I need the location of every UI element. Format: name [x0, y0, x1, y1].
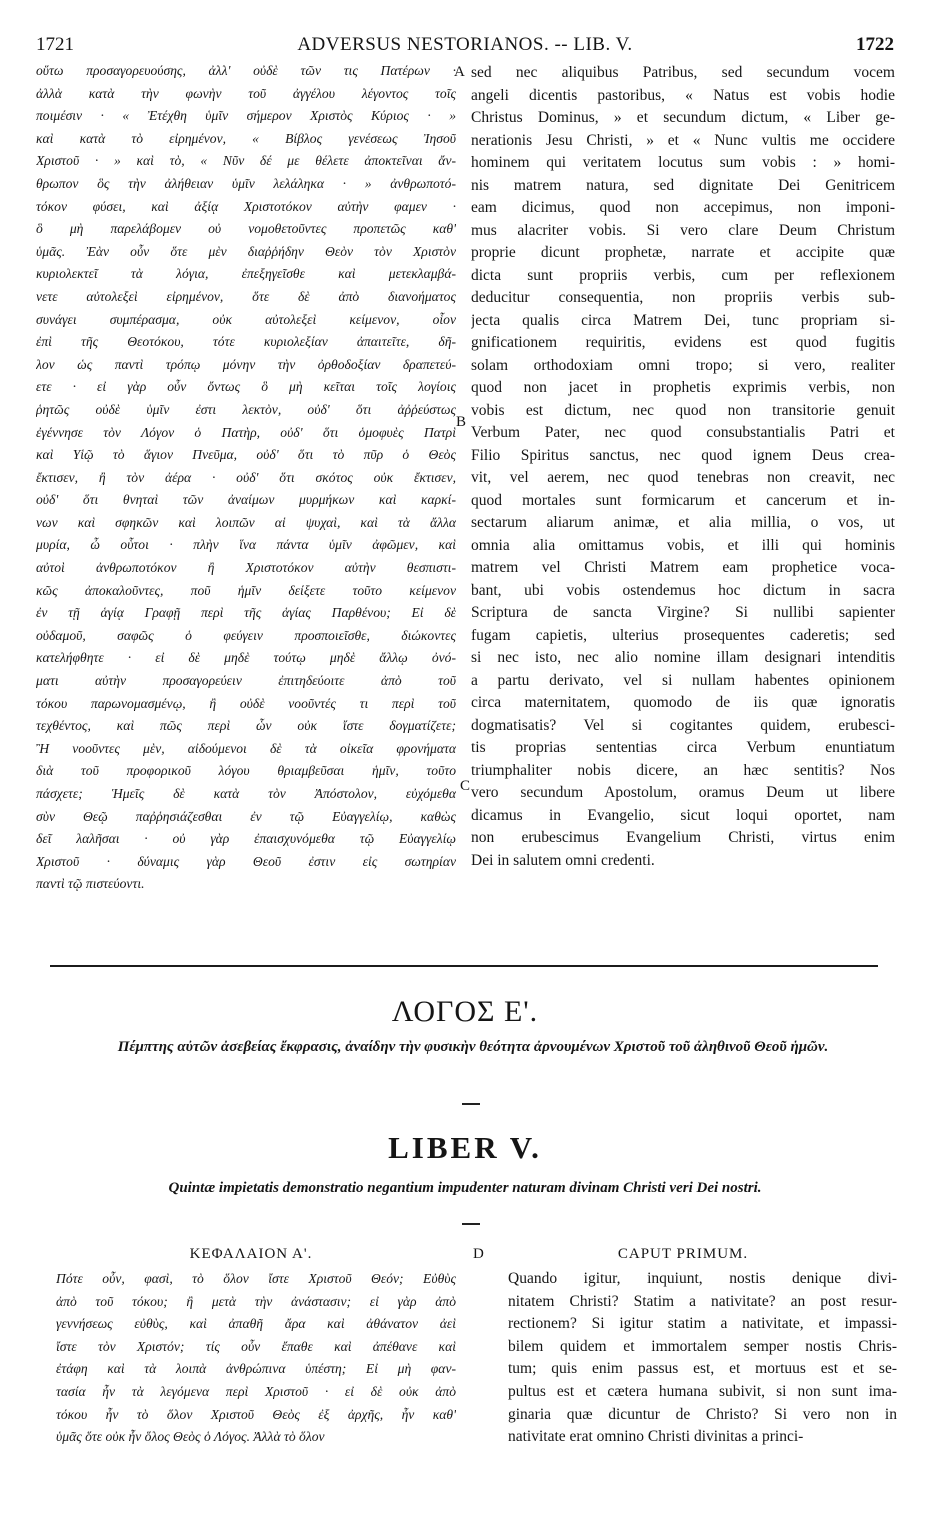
text-line: quod mortales sunt formicarum et cancerum et in-	[471, 491, 895, 509]
text-line: τόκον φύσει, καὶ ἀξίᾳ Χριστοτόκον αὐτὴν φαμεν ·	[36, 198, 456, 214]
short-rule	[462, 1223, 480, 1225]
text-line: καὶ Υἱῷ τὸ ἅγιον Πνεῦμα, οὐδ' ὅτι τὸ πῦρ ὁ Θεὸς	[36, 447, 456, 463]
text-line: οὐδ' ὅτι θνηταὶ τῶν ἀναίμων μυρμήκων καὶ καρκί-	[36, 492, 456, 508]
chapter-heading-greek: ΚΕΦΑΛΑΙΟΝ Α'.	[189, 1246, 313, 1262]
text-line: θρωπον ὃς τὴν ἀλήθειαν ὑμῖν λελάληκα · » ἀνθρωποτό-	[36, 175, 456, 191]
latin-column-top	[471, 62, 895, 872]
text-line: tum; quis enim passus est, et mortuus est et se-	[508, 1360, 897, 1378]
text-line: κῶς ἀποκαλοῦντες, ποῦ ἡμῖν δείξετε τοῦτο κείμενον	[36, 582, 456, 598]
text-line: deducitur consequentia, non propriis verbis sub-	[471, 289, 895, 306]
text-line: nerationis Jesu Christi, » et « Nunc vultis me occidere	[471, 131, 895, 149]
text-line: nativitate erat omnino Christi divinitas a princi-	[508, 1428, 804, 1446]
text-line: circa maternitatem, quomodo de iis quæ ignoratis	[471, 694, 895, 711]
text-line: τασία ἦν τὰ λεγόμενα περὶ Χριστοῦ · εἰ δὲ οὐκ ἀπὸ	[56, 1383, 456, 1399]
text-line: Quando igitur, inquiunt, nostis denique divi-	[508, 1270, 897, 1287]
text-line: δεῖ λαλῆσαι · οὐ γὰρ ἐπαισχυνόμεθα τῷ Εὐαγγελίῳ	[36, 831, 456, 847]
text-line: Christus Dominus, » et secundum dictum, « Liber ge-	[471, 109, 895, 126]
text-line: bant, ubi vobis ostendemus hoc dictum in sacra	[471, 581, 895, 599]
section-divider	[50, 965, 878, 967]
text-line: quod non jacet in prophetis exprimis verbis, non	[471, 379, 895, 396]
text-line: τόκου παρωνομασμένῳ, ἢ οὐδὲ νοοῦντές τι περὶ τοῦ	[36, 695, 456, 711]
text-line: ἀπὸ τοῦ τόκου; ἢ μετὰ τὴν ἀνάστασιν; εἰ γὰρ ἀπὸ	[56, 1293, 456, 1309]
text-line: ἐγέννησε τὸν Λόγον ὁ Πατὴρ, οὐδ' ὅτι ὁμοφυὲς Πατρὶ	[36, 424, 456, 440]
text-line: ἐν τῇ ἁγίᾳ Γραφῇ περὶ τῆς ἁγίας Παρθένου; Εἰ δὲ	[36, 605, 456, 621]
text-line: sectarum aliarum animæ, et alia millia, o vos, ut	[471, 514, 895, 531]
text-line: hominem qui veritatem locutus sum vobis : » homi-	[471, 154, 895, 171]
text-line: dogmatisatis? Vel si cogitantes quidem, erubesci-	[471, 716, 895, 734]
text-line: solam orthodoxiam omni tropo; si vero, realiter	[471, 356, 895, 374]
text-line: si nec isto, nec alio nomine illam designari intenditis	[471, 649, 895, 666]
text-line: συνάγει συμπέρασμα, οὐκ αὐτολεξεὶ κείμενον, οἷον	[36, 311, 456, 327]
text-line: rectionem? Si igitur statim a nativitate, et impassi-	[508, 1315, 897, 1333]
text-line: νετε αὐτολεξεὶ εἰρημένον, ὅτε δὲ ἀπὸ διανοήματος	[36, 288, 456, 304]
text-line: ὑμᾶς ὅτε οὐκ ἦν ὅλος Θεὸς ὁ Λόγος. Ἀλλὰ τὸ ὅλον	[56, 1429, 325, 1445]
liber-subtitle: Quintæ impietatis demonstratio negantium impudenter naturam divinam Christi veri Dei nostri.	[168, 1180, 762, 1196]
text-line: gnificationem requiritis, evidens est quod fugitis	[471, 334, 895, 351]
text-line: proprie dicunt prophetæ, narrate et accipite quæ	[471, 244, 895, 261]
text-line: Verbum Pater, nec quod consubstantialis Patri et	[471, 424, 895, 441]
text-line: Ἢ νοοῦντες μὲν, αἰδούμενοι δὲ τὰ οἰκεῖα φρονήματα	[36, 740, 456, 756]
text-line: οὐδαμοῦ, σαφῶς ὁ φεύγειν προσποιεῖσθε, διώκοντες	[36, 627, 456, 643]
text-line: vero secundum Apostolum, oramus Deum ut libere	[471, 784, 895, 801]
text-line: Πότε οὖν, φασὶ, τὸ ὅλον ἴστε Χριστοῦ Θεόν; Εὐθὺς	[56, 1271, 456, 1286]
text-line: τεχθέντος, καὶ πῶς περὶ ὧν οὐκ ἴστε δογματίζετε;	[36, 718, 456, 734]
text-line: dicamus in Evangelio, sicut loqui oportet, nam	[471, 806, 895, 824]
text-line: sed nec aliquibus Patribus, sed secundum vocem	[471, 64, 895, 81]
text-line: ετε · εἰ γὰρ οὖν ὄντως ὃ μὴ κεῖται τοῖς λογίοις	[36, 379, 456, 395]
text-line: jecta qualis circa Matrem Dei, tunc propriam si-	[471, 311, 895, 329]
text-line: vobis est dictum, nec quod non transitorie genuit	[471, 401, 895, 419]
page-number-left: 1721	[36, 34, 74, 55]
text-line: dicta sunt propriis verbis, cum per reflexionem	[471, 266, 895, 284]
text-line: a partu derivato, vel si nullam habentes opinionem	[471, 671, 895, 689]
text-line: ποιμέσιν · « Ἐτέχθη ὑμῖν σήμερον Χριστὸς Κύριος · »	[36, 108, 456, 124]
running-header	[36, 34, 894, 60]
text-line: ἴστε τὸν Χριστόν; τίς οὖν ἔπαθε καὶ ἀπέθανε καὶ	[56, 1338, 456, 1354]
text-line: τόκου ἦν τὸ ὅλον Χριστοῦ Θεὸς ἐξ ἀρχῆς, ἦν καθ'	[56, 1406, 456, 1422]
text-line: Filio Spiritus sanctus, nec quod ignem Deus crea-	[471, 446, 895, 464]
margin-marker-b: B	[456, 414, 467, 430]
text-line: nis matrem natura, sed dignitate Dei Genitricem	[471, 176, 895, 194]
chapter-heading-latin: CAPUT PRIMUM.	[617, 1246, 749, 1262]
text-line: πάσχετε; Ἡμεῖς δὲ κατὰ τὸν Ἀπόστολον, εὐχόμεθα	[36, 786, 456, 801]
text-line: ginaria quæ dicuntur de Christo? Si vero non in	[508, 1405, 897, 1423]
text-line: ἐτάφη καὶ τὰ λοιπὰ ἀνθρώπινα ὑπέστη; Εἰ μὴ φαν-	[56, 1361, 456, 1377]
greek-column-bottom	[56, 1268, 456, 1449]
latin-column-bottom	[508, 1268, 897, 1449]
text-line: ῥητῶς οὐδὲ ὑμῖν ἐστι λεκτὸν, οὐδ' ὅτι ἀῤῥεύστως	[36, 401, 456, 417]
text-line: Scriptura de sancta Virgine? Si nullibi sapienter	[471, 604, 895, 621]
text-line: ἐπὶ τῆς Θεοτόκου, τότε κυριολεξίαν ἀπαιτεῖτε, δῆ-	[36, 334, 456, 350]
text-line: σὺν Θεῷ παῤῥησιάζεσθαι ἐν τῷ Εὐαγγελίῳ, καθὼς	[36, 808, 456, 824]
text-line: omnia alia omittamus vobis, et illi qui hominis	[471, 536, 895, 554]
liber-title: LIBER V.	[388, 1130, 542, 1165]
text-line: ὑμᾶς. Ἐὰν οὖν ὅτε μὲν διαῤῥήδην Θεὸν τὸν Χριστὸν	[36, 243, 456, 259]
text-line: vit, vel aerem, nec quod tenebras non creavit, nec	[471, 469, 895, 486]
text-line: κυριολεκτεῖ τὰ λόγια, ἐπεξηγεῖσθε καὶ μετεκλαμβά-	[36, 266, 456, 282]
text-line: Χριστοῦ · δύναμις γὰρ Θεοῦ ἐστιν εἰς σωτηρίαν	[36, 853, 456, 869]
text-line: παντὶ τῷ πιστεύοντι.	[36, 876, 145, 892]
text-line: pultus est et cætera humana subivit, si non sunt ima-	[508, 1382, 897, 1400]
text-line: ματι αὐτὴν προσαγορεύειν ἐπιτηδεύοιτε ἀπὸ τοῦ	[36, 673, 456, 689]
text-line: διὰ τοῦ προφορικοῦ λόγου θριαμβεῦσαι ἡμῖν, τοῦτο	[36, 763, 456, 779]
text-line: ἔκτισεν, ἢ τὸν ἀέρα · οὐδ' ὅτι σκότος οὐκ ἔκτισεν,	[36, 469, 456, 485]
text-line: tis proprias sententias circa Verbum enuntiatum	[471, 739, 895, 756]
text-line: Dei in salutem omni credenti.	[471, 851, 655, 869]
text-line: non erubescimus Evangelium Christi, virtus enim	[471, 829, 895, 846]
text-line: μυρία, ὦ οὗτοι · πλὴν ἵνα πάντα ὑμῖν ἀφῶμεν, καὶ	[36, 537, 456, 553]
text-line: οὕτω προσαγορευούσης, ἀλλ' οὐδὲ τῶν τις Πατέρων ·	[36, 63, 456, 78]
text-line: ὃ μὴ παρελάβομεν οὐ νομοθετοῦντες προπετῶς καθ'	[36, 221, 456, 237]
margin-marker-a: A	[454, 64, 465, 80]
text-line: matrem vel Christi Matrem eam prophetice voca-	[471, 559, 895, 576]
greek-column-top	[36, 60, 456, 896]
text-line: γεννήσεως εὐθὺς, καὶ ἀπαθῆ ἄρα καὶ ἀθάνατον ἀεὶ	[56, 1316, 456, 1332]
margin-marker-c: C	[460, 778, 471, 794]
text-line: bilem quidem et immortalem semper nostis Chris-	[508, 1337, 897, 1355]
running-title: ADVERSUS NESTORIANOS. -- LIB. V.	[297, 34, 633, 55]
text-line: Χριστοῦ · » καὶ τὸ, « Νῦν δέ με θέλετε ἀποκτεῖναι ἄν-	[36, 153, 456, 169]
text-line: eam dicimus, quod non accepimus, non imponi-	[471, 199, 895, 216]
text-line: κατελήφθητε · εἰ δὲ μηδὲ τούτῳ μηδὲ ἄλλῳ ὀνό-	[36, 650, 456, 666]
logos-subtitle: Πέμπτης αὐτῶν ἀσεβείας ἔκφρασις, ἀναίδην τὴν φυσικὴν θεότητα ἀρνουμένων Χριστοῦ τοῦ ἀληθινοῦ Θεοῦ ἡμῶν.	[117, 1039, 829, 1055]
text-line: angeli dicentis pastoribus, « Natus est vobis hodie	[471, 86, 895, 104]
text-line: triumphaliter nobis dicere, an hæc sentitis? Nos	[471, 761, 895, 779]
page-number-right: 1722	[856, 34, 894, 55]
text-line: fugam capietis, ulterius prosequentes caderetis; sed	[471, 626, 895, 644]
logos-title: ΛΟΓΟΣ Ε'.	[391, 995, 539, 1028]
text-line: λον ὡς παντὶ τρόπῳ μόνην τὴν ὀρθοδοξίαν δραπετεύ-	[36, 356, 456, 372]
short-rule	[462, 1103, 480, 1105]
text-line: ἀλλὰ κατὰ τὴν φωνὴν τοῦ ἀγγέλου λέγοντος τοῖς	[36, 85, 456, 101]
text-line: καὶ κατὰ τὸ εἰρημένον, « Βίβλος γενέσεως Ἰησοῦ	[36, 130, 456, 146]
text-line: νων καὶ σφηκῶν καὶ λοιπῶν αἱ ψυχαὶ, καὶ τὰ ἄλλα	[36, 514, 456, 530]
margin-marker-d: D	[473, 1246, 484, 1262]
text-line: nitatem Christi? Statim a nativitate? an post resur-	[508, 1292, 897, 1310]
text-line: αὐτοὶ ἀνθρωποτόκον ἢ Χριστοτόκον αὐτὴν θεσπιστι-	[36, 560, 456, 576]
text-line: mus alacriter vobis. Si vero clare Deum Christum	[471, 221, 895, 239]
